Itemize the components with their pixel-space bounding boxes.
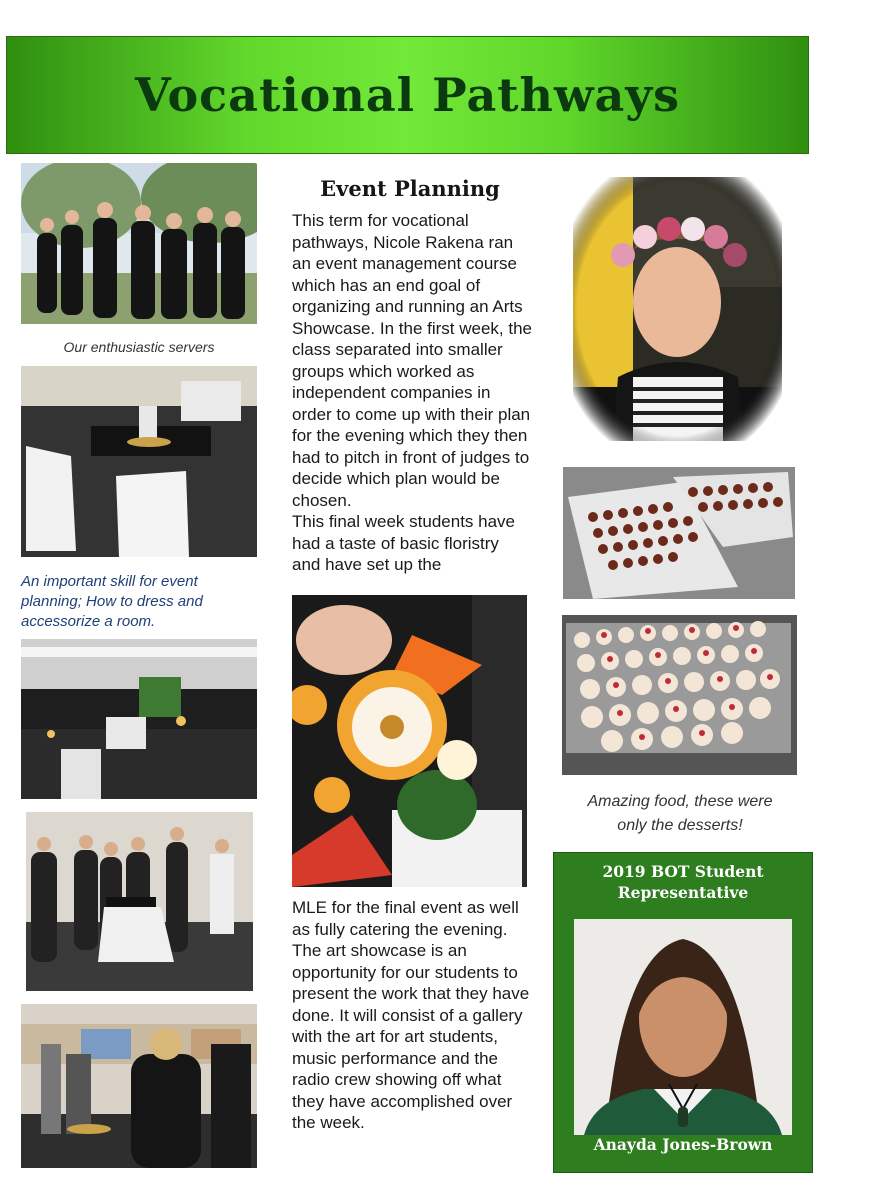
article-paragraph-1: This term for vocational pathways, Nicole Rakena ran an event management course which has an end goal of organizing and running an Arts Showcase. In the first week, the class separated into smaller groups which worked as independent companies in order to come up with their plan for the evening which they then had to pitch in front of judges to decide which plan would be chosen. [292,211,532,510]
gallery-photo [21,1004,257,1168]
food-caption [560,790,800,838]
page-title: Vocational Pathways [135,68,680,122]
article-paragraph-4: The art showcase is an opportunity for our students to present the work that they have done. It will consist of a gallery with the art for art students, music performance and the radio crew showing off what they have accomplished over the week. [292,941,530,1132]
chocolates-photo [563,467,795,599]
food-caption-line1: Amazing food, these were [587,793,773,810]
servers-caption: Our enthusiastic servers [63,339,215,355]
dressed-room-photo [21,366,257,557]
room-caption-line2: planning; How to dress and [21,593,203,610]
room-caption-line1: An important skill for event [21,573,198,590]
food-caption-line2: only the desserts! [617,817,743,834]
article-paragraph-3: MLE for the final event as well as fully catering the evening. [292,898,519,939]
header-banner [6,36,809,154]
article-title: Event Planning [320,176,500,201]
student-name: Anayda Jones-Brown [593,1135,773,1154]
floristry-photo [292,595,527,887]
venue-photo [21,639,257,799]
bot-representative-panel [553,852,813,1173]
servers-photo [21,163,257,324]
bot-panel-title-line1: 2019 BOT Student [602,862,764,881]
room-caption [21,572,261,632]
room-caption-line3: accessorize a room. [21,613,156,630]
bot-panel-title [554,861,812,903]
student-portrait-photo [574,919,792,1135]
meringues-photo [562,615,797,775]
article-body-bottom [292,897,532,1134]
article-body-top [292,210,532,594]
bot-panel-title-line2: Representative [617,883,749,902]
teacher-portrait-photo [573,177,782,441]
article-paragraph-2: This final week students have had a taste of basic floristry and have set up the [292,512,516,574]
guests-photo [26,812,253,991]
